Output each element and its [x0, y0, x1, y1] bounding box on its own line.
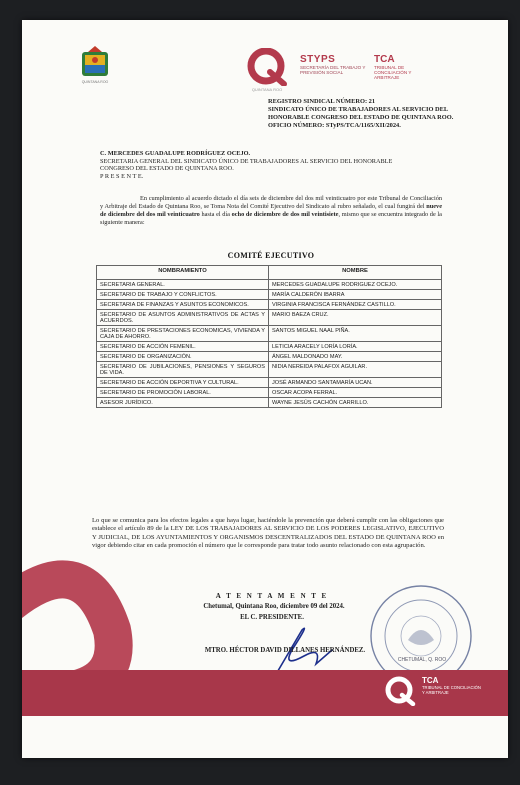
role-cell: SECRETARIO DE ACCIÓN DEPORTIVA Y CULTURAL. [97, 378, 269, 388]
signer-role: EL C. PRESIDENTE. [240, 614, 304, 621]
reference-block [268, 98, 468, 130]
committee-table [96, 265, 442, 408]
role-cell: SECRETARIO DE PRESTACIONES ECONOMICAS, VIVIENDA Y CAJA DE AHORRO. [97, 326, 269, 342]
table-row [97, 280, 442, 290]
role-cell: SECRETARIA GENERAL. [97, 280, 269, 290]
col-header-name: NOMBRE [269, 266, 442, 280]
body1-part2: hasta el día [199, 210, 232, 218]
col-header-role: NOMBRAMIENTO [97, 266, 269, 280]
name-cell: LETICIA ARACELY LORÍA LORÍA. [269, 342, 442, 352]
sindicato-name: SINDICATO ÚNICO DE TRABAJADORES AL SERVICIO DEL HONORABLE CONGRESO DEL ESTADO DE QUINTANA ROO. [268, 106, 454, 121]
decorative-swirl-icon [22, 550, 142, 750]
table-row [97, 342, 442, 352]
name-cell: ÁNGEL MALDONADO MAY. [269, 352, 442, 362]
footer-tca-title: TCA [422, 676, 439, 685]
name-cell: WAYNE JESÚS CACHÓN CARRILLO. [269, 398, 442, 408]
role-cell: SECRETARIO DE ORGANIZACIÓN. [97, 352, 269, 362]
document-page [22, 20, 508, 758]
footer-q-logo-icon [382, 676, 418, 706]
body1-bold2: ocho de diciembre de dos mil veintisiete [231, 210, 339, 218]
styps-title: STYPS [300, 54, 336, 65]
table-row [97, 352, 442, 362]
name-cell: SANTOS MIGUEL NAAL PIÑA. [269, 326, 442, 342]
body1-part3: , mismo que se encuentra integrado de la siguiente manera: [100, 210, 442, 226]
name-cell: OSCAR ACOPA FERRAL. [269, 388, 442, 398]
presente: P R E S E N T E. [100, 172, 144, 180]
footer-tca-logo [422, 676, 482, 695]
recipient-name: C. MERCEDES GUADALUPE RODRÍGUEZ OCEJO. [100, 150, 251, 157]
role-cell: SECRETARIO DE PROMOCIÓN LABORAL. [97, 388, 269, 398]
name-cell: MERCEDES GUADALUPE RODRIGUEZ OCEJO. [269, 280, 442, 290]
table-row [97, 300, 442, 310]
table-header-row [97, 266, 442, 280]
table-row [97, 310, 442, 326]
body1-part1: En cumplimiento al acuerdo dictado el día seis de diciembre del dos mil veinticuatro por este Tribunal de Conciliación y Arbitraje del Estado de Quintana Roo, se Toma Nota del Comité Ejecutivo del Sindicato al rubro señalado, el cual fungirá del [100, 195, 442, 210]
crest-caption: QUINTANA ROO [81, 80, 109, 84]
role-cell: SECRETARIO DE ASUNTOS ADMINISTRATIVOS DE ACTAS Y ACUERDOS. [97, 310, 269, 326]
name-cell: MARÍA CALDERÓN IBARRA [269, 290, 442, 300]
role-cell: ASESOR JURÍDICO. [97, 398, 269, 408]
table-row [97, 326, 442, 342]
table-row [97, 398, 442, 408]
body-paragraph-1 [100, 195, 442, 227]
oficio-number: OFICIO NÚMERO: STyPS/TCA/1165/XII/2024. [268, 122, 401, 129]
quintana-roo-q-logo-icon [244, 48, 290, 86]
seal-caption: CHETUMAL, Q. ROO [397, 657, 447, 663]
body1-bold1: nueve de diciembre del dos mil veinticuatro [100, 202, 442, 218]
committee-title: COMITÉ EJECUTIVO [227, 251, 315, 260]
tca-title: TCA [374, 54, 395, 65]
table-row [97, 378, 442, 388]
recipient-position: SECRETARIA GENERAL DEL SINDICATO ÚNICO DE TRABAJADORES AL SERVICIO DEL HONORABLE CONGRESO DEL ESTADO DE QUINTANA ROO. [100, 157, 393, 173]
atentamente: A T E N T A M E N T E [215, 592, 329, 600]
styps-subtitle: SECRETARÍA DEL TRABAJO Y PREVISIÓN SOCIAL [300, 65, 366, 75]
table-row [97, 290, 442, 300]
name-cell: NIDIA NEREIDA PALAFOX AGUILAR. [269, 362, 442, 378]
state-crest-icon [80, 46, 110, 80]
body-paragraph-2: Lo que se comunica para los efectos legales a que haya lugar, haciéndole la prevención que deberá cumplir con las obligaciones que establece el artículo 89 de la LEY DE LOS TRABAJADORES AL SERVICIO DE LOS PODERES LEGISLATIVO, EJECUTIVO Y JUDICIAL, DE LOS AYUNTAMIENTOS Y ORGANISMOS DESCENTRALIZADOS DEL ESTADO DE QUINTANA ROO en vigor debiendo citar en cada promoción el número que le corresponde para tratar todo asunto relacionado con esta agrupación. [92, 517, 444, 549]
registro-sindical: REGISTRO SINDICAL NÚMERO: 21 [268, 98, 376, 105]
table-row [97, 362, 442, 378]
q-logo-caption: QUINTANA ROO [251, 87, 283, 92]
role-cell: SECRETARIO DE TRABAJO Y CONFLICTOS. [97, 290, 269, 300]
role-cell: SECRETARIO DE ACCIÓN FEMENIL. [97, 342, 269, 352]
recipient-block [100, 150, 400, 180]
place-date: Chetumal, Quintana Roo, diciembre 09 del 2024. [203, 603, 345, 610]
name-cell: VIRGINIA FRANCISCA FERNÁNDEZ CASTILLO. [269, 300, 442, 310]
signer-name: MTRO. HÉCTOR DAVID DILLANES HERNÁNDEZ. [204, 647, 366, 654]
tca-logo [374, 54, 434, 80]
role-cell: SECRETARIO DE JUBILACIONES, PENSIONES Y SEGUROS DE VIDA. [97, 362, 269, 378]
name-cell: JOSÉ ARMANDO SANTAMARÍA UCAN. [269, 378, 442, 388]
name-cell: MARIO BAEZA CRUZ. [269, 310, 442, 326]
tca-subtitle: TRIBUNAL DE CONCILIACIÓN Y ARBITRAJE [374, 65, 412, 80]
styps-logo [300, 54, 366, 75]
role-cell: SECRETARIA DE FINANZAS Y ASUNTOS ECONOMICOS. [97, 300, 269, 310]
table-row [97, 388, 442, 398]
footer-tca-subtitle: TRIBUNAL DE CONCILIACIÓN Y ARBITRAJE [422, 685, 481, 695]
